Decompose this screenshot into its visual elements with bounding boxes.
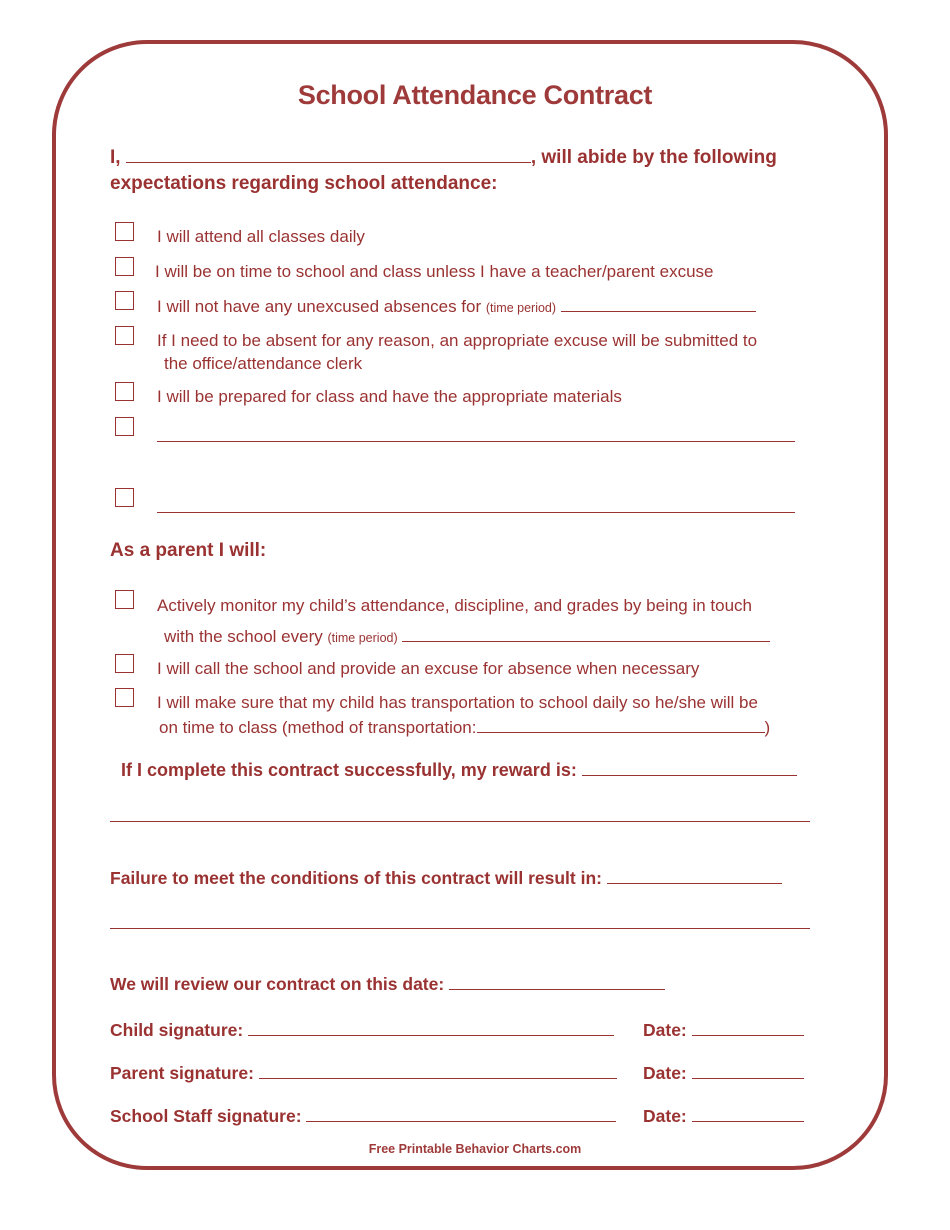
- item-transportation-1: I will make sure that my child has transportation to school daily so he/she will be: [157, 693, 758, 712]
- student-name-field[interactable]: [126, 147, 531, 163]
- checkbox-absence-excuse[interactable]: [115, 326, 134, 345]
- checkbox-transportation[interactable]: [115, 688, 134, 707]
- staff-date-row: [643, 1106, 804, 1127]
- footer-credit: Free Printable Behavior Charts.com: [368, 1142, 582, 1156]
- item-call-school: I will call the school and provide an excuse for absence when necessary: [157, 659, 700, 678]
- item-monitor-1: Actively monitor my child’s attendance, discipline, and grades by being in touch: [157, 596, 753, 615]
- child-date-row: [643, 1020, 804, 1041]
- review-row: [110, 974, 665, 995]
- time-period-label: (time period): [485, 301, 557, 315]
- staff-signature-row: [110, 1106, 616, 1127]
- intro-suffix: , will abide by the following: [530, 147, 777, 168]
- custom-item-1-field[interactable]: [157, 441, 795, 442]
- parent-heading: As a parent I will:: [110, 540, 267, 561]
- reward-label: If I complete this contract successfully, my reward is:: [121, 760, 577, 780]
- child-date-field[interactable]: [692, 1020, 804, 1036]
- parent-date-field[interactable]: [692, 1063, 804, 1079]
- review-date-field[interactable]: [449, 974, 665, 990]
- intro-line-2: expectations regarding school attendance:: [110, 173, 498, 194]
- page-title: School Attendance Contract: [297, 80, 653, 110]
- checkbox-custom-2[interactable]: [115, 488, 134, 507]
- item-transportation-2: [159, 717, 770, 738]
- child-signature-row: [110, 1020, 614, 1041]
- item-no-unexcused-text: I will not have any unexcused absences for: [157, 297, 482, 316]
- item-transportation-2-close: ): [764, 718, 771, 737]
- checkbox-call-school[interactable]: [115, 654, 134, 673]
- reward-row: [121, 760, 797, 781]
- failure-label: Failure to meet the conditions of this contract will result in:: [110, 868, 602, 888]
- item-attend-classes: I will attend all classes daily: [157, 227, 365, 246]
- staff-signature-field[interactable]: [306, 1106, 616, 1122]
- checkbox-on-time[interactable]: [115, 257, 134, 276]
- item-transportation-2-text: on time to class (method of transportation:: [159, 718, 477, 737]
- child-date-label: Date:: [643, 1020, 687, 1040]
- checkbox-prepared[interactable]: [115, 382, 134, 401]
- custom-item-2-field[interactable]: [157, 512, 795, 513]
- reward-field-line-2[interactable]: [110, 821, 810, 822]
- parent-date-row: [643, 1063, 804, 1084]
- checkbox-custom-1[interactable]: [115, 417, 134, 436]
- failure-field-line-2[interactable]: [110, 928, 810, 929]
- failure-field[interactable]: [607, 868, 782, 884]
- transportation-method-field[interactable]: [477, 717, 765, 733]
- staff-signature-label: School Staff signature:: [110, 1106, 302, 1126]
- child-signature-field[interactable]: [248, 1020, 614, 1036]
- staff-date-field[interactable]: [692, 1106, 804, 1122]
- item-absence-excuse-2: the office/attendance clerk: [164, 354, 363, 373]
- reward-field[interactable]: [582, 760, 797, 776]
- item-no-unexcused: [157, 296, 756, 317]
- child-signature-label: Child signature:: [110, 1020, 244, 1040]
- item-on-time: I will be on time to school and class unless I have a teacher/parent excuse: [155, 262, 714, 281]
- staff-date-label: Date:: [643, 1106, 687, 1126]
- item-absence-excuse-1: If I need to be absent for any reason, an appropriate excuse will be submitted to: [157, 331, 758, 350]
- checkbox-monitor[interactable]: [115, 590, 134, 609]
- time-period-label-parent: (time period): [327, 631, 398, 645]
- intro-prefix: I,: [110, 147, 121, 168]
- item-prepared: I will be prepared for class and have the appropriate materials: [157, 387, 622, 406]
- monitor-period-field[interactable]: [402, 626, 770, 642]
- parent-signature-label: Parent signature:: [110, 1063, 254, 1083]
- intro-line-1: [110, 147, 777, 169]
- checkbox-no-unexcused[interactable]: [115, 291, 134, 310]
- checkbox-attend-classes[interactable]: [115, 222, 134, 241]
- unexcused-period-field[interactable]: [561, 296, 756, 312]
- item-monitor-2: [164, 626, 770, 647]
- failure-row: [110, 868, 782, 889]
- parent-signature-row: [110, 1063, 617, 1084]
- parent-date-label: Date:: [643, 1063, 687, 1083]
- review-label: We will review our contract on this date:: [110, 974, 445, 994]
- item-monitor-2-text: with the school every: [164, 627, 323, 646]
- parent-signature-field[interactable]: [259, 1063, 617, 1079]
